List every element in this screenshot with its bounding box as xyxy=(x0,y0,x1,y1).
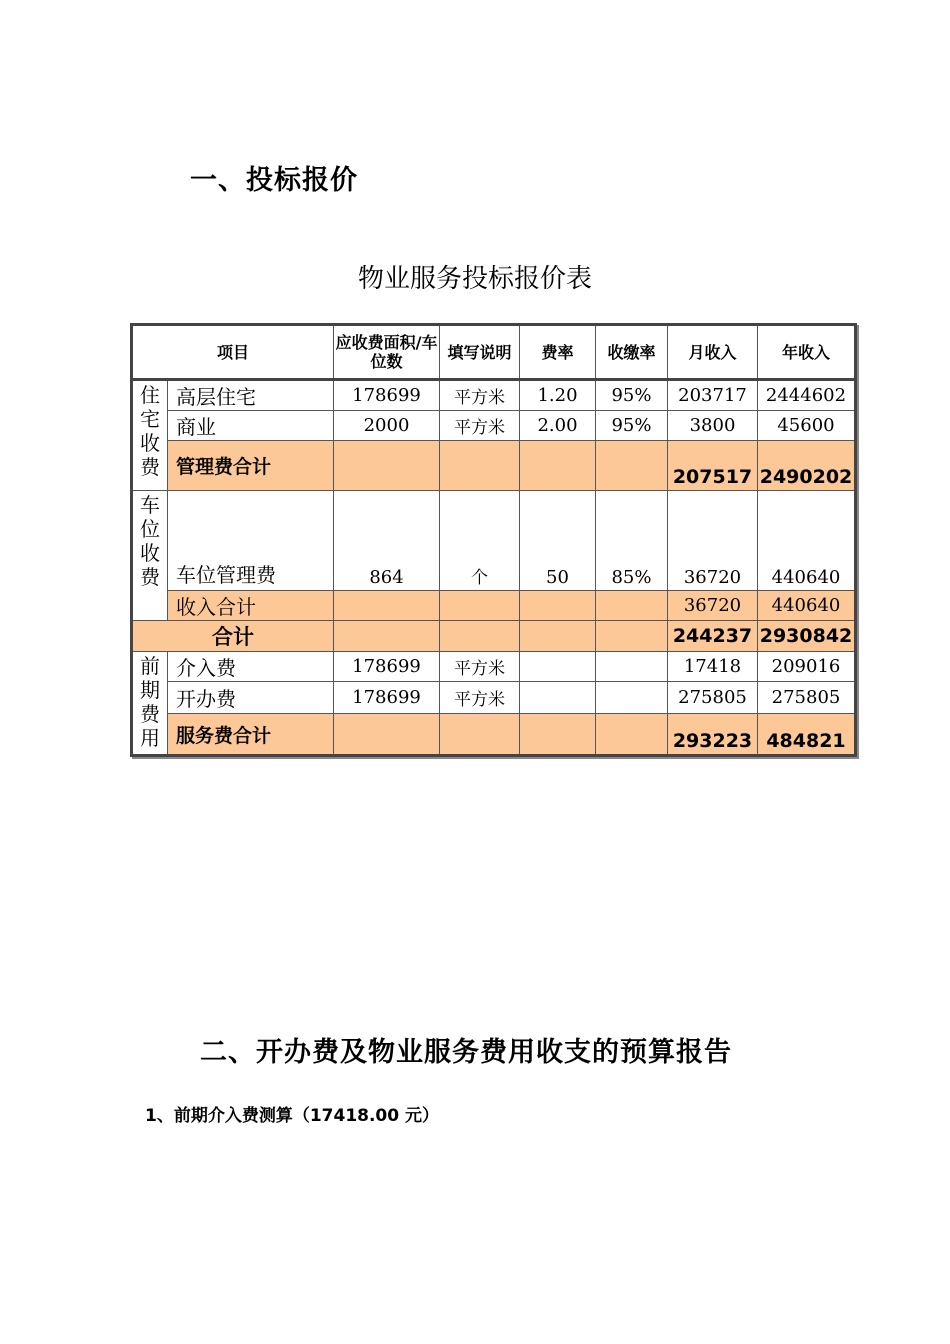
row-rate xyxy=(520,682,596,714)
bid-quotation-table xyxy=(130,323,857,757)
row-yearly: 45600 xyxy=(758,411,856,441)
row-name: 介入费 xyxy=(168,652,334,682)
row-rate: 1.20 xyxy=(520,380,596,411)
row-yearly: 209016 xyxy=(758,652,856,682)
row-monthly: 203717 xyxy=(668,380,758,411)
row-collect: 95% xyxy=(596,411,668,441)
group-label-early: 前期费用 xyxy=(132,652,168,756)
row-monthly: 36720 xyxy=(668,591,758,621)
row-name: 服务费合计 xyxy=(168,714,334,756)
row-rate: 50 xyxy=(520,491,596,591)
row-rate xyxy=(520,652,596,682)
subsection-1-heading: 1、前期介入费测算（17418.00 元） xyxy=(145,1106,440,1126)
row-note xyxy=(440,621,520,652)
row-monthly: 17418 xyxy=(668,652,758,682)
row-yearly: 2490202 xyxy=(758,441,856,491)
row-name: 高层住宅 xyxy=(168,380,334,411)
row-collect xyxy=(596,652,668,682)
row-name: 开办费 xyxy=(168,682,334,714)
section-2-heading: 二、开办费及物业服务费用收支的预算报告 xyxy=(200,1037,732,1068)
row-monthly: 207517 xyxy=(668,441,758,491)
row-area: 178699 xyxy=(334,682,440,714)
row-name: 车位管理费 xyxy=(168,491,334,591)
row-yearly: 484821 xyxy=(758,714,856,756)
row-monthly: 293223 xyxy=(668,714,758,756)
row-collect xyxy=(596,714,668,756)
row-collect xyxy=(596,441,668,491)
row-note: 平方米 xyxy=(440,652,520,682)
table-row xyxy=(132,491,856,591)
row-area: 864 xyxy=(334,491,440,591)
row-area xyxy=(334,591,440,621)
table-row xyxy=(132,411,856,441)
row-area xyxy=(334,441,440,491)
row-monthly: 36720 xyxy=(668,491,758,591)
row-area xyxy=(334,621,440,652)
row-yearly: 275805 xyxy=(758,682,856,714)
header-collect: 收缴率 xyxy=(596,325,668,380)
row-area: 178699 xyxy=(334,380,440,411)
header-rate: 费率 xyxy=(520,325,596,380)
row-monthly: 275805 xyxy=(668,682,758,714)
row-note: 个 xyxy=(440,491,520,591)
row-monthly: 244237 xyxy=(668,621,758,652)
table-row xyxy=(132,380,856,411)
row-area xyxy=(334,714,440,756)
row-area: 178699 xyxy=(334,652,440,682)
row-yearly: 2930842 xyxy=(758,621,856,652)
row-yearly: 2444602 xyxy=(758,380,856,411)
row-note: 平方米 xyxy=(440,682,520,714)
row-note: 平方米 xyxy=(440,380,520,411)
row-note xyxy=(440,591,520,621)
table-title: 物业服务投标报价表 xyxy=(357,264,592,294)
row-collect: 85% xyxy=(596,491,668,591)
row-rate xyxy=(520,591,596,621)
subtotal-row xyxy=(132,441,856,491)
row-note: 平方米 xyxy=(440,411,520,441)
row-name: 管理费合计 xyxy=(168,441,334,491)
header-yearly: 年收入 xyxy=(758,325,856,380)
row-rate xyxy=(520,441,596,491)
table-row xyxy=(132,682,856,714)
header-note: 填写说明 xyxy=(440,325,520,380)
row-note xyxy=(440,714,520,756)
row-rate xyxy=(520,714,596,756)
header-monthly: 月收入 xyxy=(668,325,758,380)
row-yearly: 440640 xyxy=(758,591,856,621)
row-rate xyxy=(520,621,596,652)
header-item: 项目 xyxy=(132,325,334,380)
row-collect xyxy=(596,591,668,621)
total-label: 合计 xyxy=(132,621,334,652)
group-label-residence: 住宅收费 xyxy=(132,380,168,491)
row-note xyxy=(440,441,520,491)
section-1-heading: 一、投标报价 xyxy=(190,165,358,196)
row-collect xyxy=(596,621,668,652)
total-row xyxy=(132,621,856,652)
subtotal-row xyxy=(132,714,856,756)
table-row xyxy=(132,652,856,682)
row-area: 2000 xyxy=(334,411,440,441)
row-yearly: 440640 xyxy=(758,491,856,591)
row-collect xyxy=(596,682,668,714)
group-label-parking: 车位收费 xyxy=(132,491,168,621)
row-collect: 95% xyxy=(596,380,668,411)
row-name: 收入合计 xyxy=(168,591,334,621)
header-area: 应收费面积/车位数 xyxy=(334,325,440,380)
subtotal-row xyxy=(132,591,856,621)
row-rate: 2.00 xyxy=(520,411,596,441)
row-monthly: 3800 xyxy=(668,411,758,441)
header-row xyxy=(132,325,856,380)
row-name: 商业 xyxy=(168,411,334,441)
